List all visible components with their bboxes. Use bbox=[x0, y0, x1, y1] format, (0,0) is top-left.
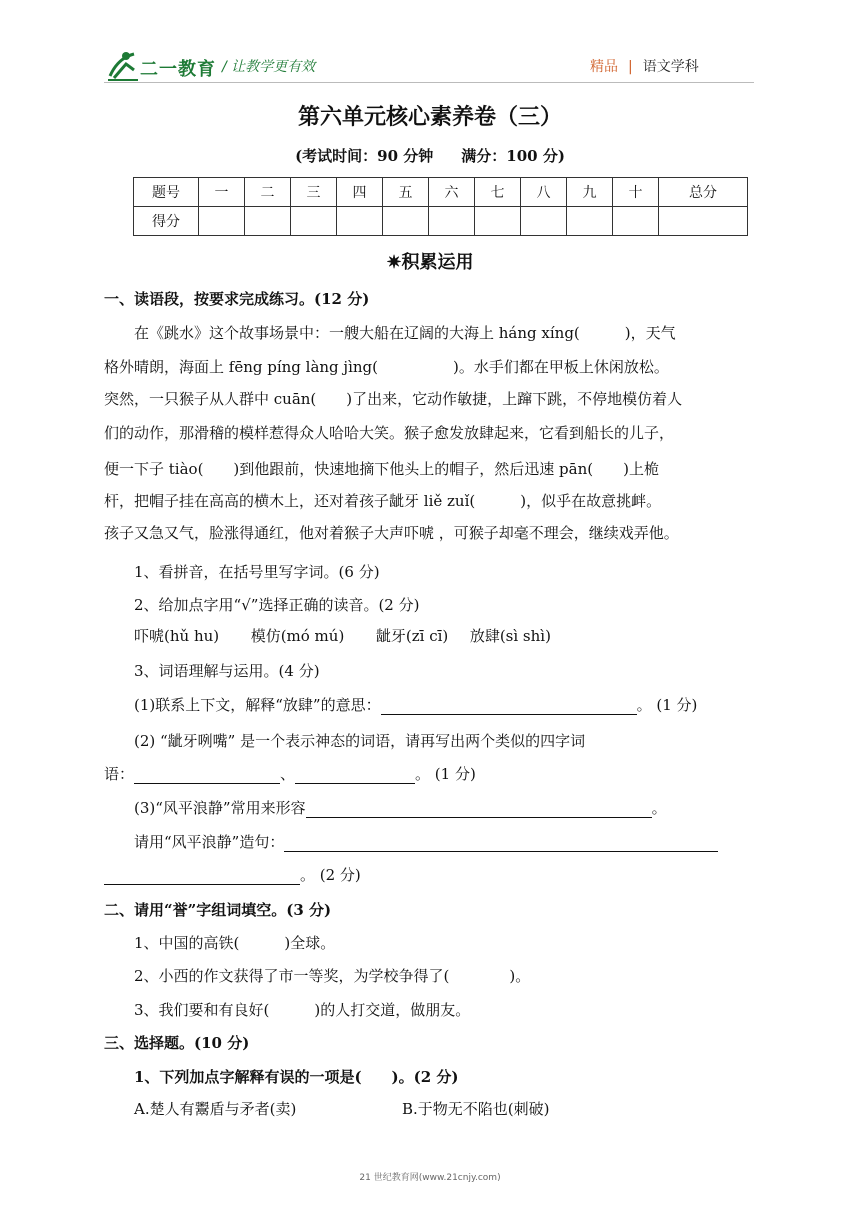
slogan: / 让教学更有效 bbox=[222, 59, 316, 75]
q2-heading: 二、请用“誉”字组词填空。(3 分) bbox=[104, 901, 332, 919]
q3-sub1: 1、下列加点字解释有误的一项是( )。(2 分) bbox=[134, 1068, 459, 1086]
reading-option[interactable]: 放肆(sì shì) bbox=[469, 627, 551, 645]
q1-sub3-4 bbox=[134, 831, 718, 852]
score-table-score-row bbox=[134, 207, 748, 236]
q1-sub3-4-cont bbox=[104, 864, 361, 885]
table-cell: 题号 bbox=[134, 178, 199, 207]
header-divider bbox=[104, 82, 754, 83]
passage-line: 便一下子 tiào( )到他跟前，快速地摘下他头上的帽子，然后迅速 pān( )上桅 bbox=[104, 460, 659, 478]
exam-info bbox=[0, 145, 860, 166]
exam-score: 满分：100 分) bbox=[461, 147, 565, 165]
score-input-cell[interactable] bbox=[429, 207, 475, 236]
q1-sub2: 2、给加点字用“√”选择正确的读音。(2 分) bbox=[134, 596, 420, 614]
page-title: 第六单元核心素养卷（三） bbox=[297, 104, 562, 130]
table-cell: 一 bbox=[199, 178, 245, 207]
question-tail: 。 (2 分) bbox=[300, 866, 361, 884]
section-title: ✷积累运用 bbox=[386, 252, 474, 273]
score-table bbox=[133, 177, 748, 236]
answer-blank[interactable] bbox=[284, 835, 718, 852]
question-tail: 。 (1 分) bbox=[415, 765, 476, 783]
score-input-cell[interactable] bbox=[291, 207, 337, 236]
tag-separator: | bbox=[628, 59, 633, 75]
table-cell: 九 bbox=[567, 178, 613, 207]
score-input-cell[interactable] bbox=[475, 207, 521, 236]
score-input-cell[interactable] bbox=[521, 207, 567, 236]
q3-heading: 三、选择题。(10 分) bbox=[104, 1034, 250, 1052]
q2-item: 2、小西的作文获得了市一等奖，为学校争得了( )。 bbox=[134, 967, 531, 985]
q1-readings bbox=[134, 625, 551, 646]
table-cell: 四 bbox=[337, 178, 383, 207]
score-input-cell[interactable] bbox=[659, 207, 748, 236]
question-tail: 。 (1 分) bbox=[636, 696, 698, 714]
table-cell: 八 bbox=[521, 178, 567, 207]
answer-blank[interactable] bbox=[295, 767, 415, 784]
q1-sub1: 1、看拼音，在括号里写字词。(6 分) bbox=[134, 563, 380, 581]
question-text: 请用“风平浪静”造句： bbox=[134, 833, 285, 851]
table-cell: 二 bbox=[245, 178, 291, 207]
tag-main: 精品 bbox=[590, 59, 618, 75]
answer-blank[interactable] bbox=[134, 767, 280, 784]
score-input-cell[interactable] bbox=[199, 207, 245, 236]
passage-line: 在《跳水》这个故事场景中：一艘大船在辽阔的大海上 háng xíng( )，天气 bbox=[134, 324, 676, 342]
score-input-cell[interactable] bbox=[245, 207, 291, 236]
reading-option[interactable]: 模仿(mó mú) bbox=[250, 627, 345, 645]
score-input-cell[interactable] bbox=[613, 207, 659, 236]
tag-subject: 语文学科 bbox=[642, 59, 699, 75]
passage-line: 们的动作，那滑稽的模样惹得众人哈哈大笑。猴子愈发放肆起来，它看到船长的儿子， bbox=[104, 424, 675, 442]
table-cell: 三 bbox=[291, 178, 337, 207]
table-cell: 七 bbox=[475, 178, 521, 207]
q1-sub3-3 bbox=[134, 797, 667, 818]
answer-blank[interactable] bbox=[381, 698, 637, 715]
exam-time: (考试时间：90 分钟 bbox=[295, 147, 434, 165]
question-text: (3)“风平浪静”常用来形容 bbox=[134, 799, 306, 817]
table-cell: 十 bbox=[613, 178, 659, 207]
question-sep: 、 bbox=[280, 765, 296, 783]
table-cell: 六 bbox=[429, 178, 475, 207]
q3-option-b[interactable]: B.于物无不陷也(刺破) bbox=[402, 1100, 550, 1118]
reading-option[interactable]: 龇牙(zī cī) bbox=[375, 627, 449, 645]
header-tag bbox=[590, 56, 699, 76]
score-input-cell[interactable] bbox=[567, 207, 613, 236]
page-footer: 21 世纪教育网(www.21cnjy.com) bbox=[359, 1173, 501, 1183]
score-input-cell[interactable] bbox=[383, 207, 429, 236]
table-cell: 总分 bbox=[659, 178, 748, 207]
q1-sub3: 3、词语理解与运用。(4 分) bbox=[134, 662, 320, 680]
q1-sub3-2b bbox=[104, 763, 476, 784]
passage-line: 突然，一只猴子从人群中 cuān( )了出来，它动作敏捷，上蹿下跳，不停地模仿着人 bbox=[104, 390, 683, 408]
q3-option-a[interactable]: A.楚人有鬻盾与矛者(卖) bbox=[134, 1100, 297, 1118]
passage-line: 孩子又急又气，脸涨得通红，他对着猴子大声吓唬 ，可猴子却毫不理会，继续戏弄他。 bbox=[104, 524, 679, 542]
q2-item: 1、中国的高铁( )全球。 bbox=[134, 934, 336, 952]
logo-text: 二一教育 bbox=[140, 59, 216, 80]
q1-sub3-1 bbox=[134, 694, 697, 715]
q2-item: 3、我们要和有良好( )的人打交道，做朋友。 bbox=[134, 1001, 471, 1019]
answer-blank[interactable] bbox=[306, 801, 652, 818]
passage-line: 格外晴朗，海面上 fēng píng làng jìng( )。水手们都在甲板上休闲放松。 bbox=[104, 358, 669, 376]
q1-heading: 一、读语段，按要求完成练习。(12 分) bbox=[104, 290, 370, 308]
score-table-header-row bbox=[134, 178, 748, 207]
reading-option[interactable]: 吓唬(hǔ hu) bbox=[134, 627, 220, 645]
passage-line: 杆，把帽子挂在高高的横木上，还对着孩子龇牙 liě zuǐ( )，似乎在故意挑衅。 bbox=[104, 492, 662, 510]
question-text: (1)联系上下文，解释“放肆”的意思： bbox=[134, 696, 381, 714]
question-text: 语： bbox=[104, 765, 135, 783]
score-input-cell[interactable] bbox=[337, 207, 383, 236]
table-cell: 得分 bbox=[134, 207, 199, 236]
q1-sub3-2a: (2) “龇牙咧嘴” 是一个表示神态的词语，请再写出两个类似的四字词 bbox=[134, 732, 586, 750]
question-tail: 。 bbox=[651, 799, 667, 817]
table-cell: 五 bbox=[383, 178, 429, 207]
answer-blank[interactable] bbox=[104, 868, 300, 885]
